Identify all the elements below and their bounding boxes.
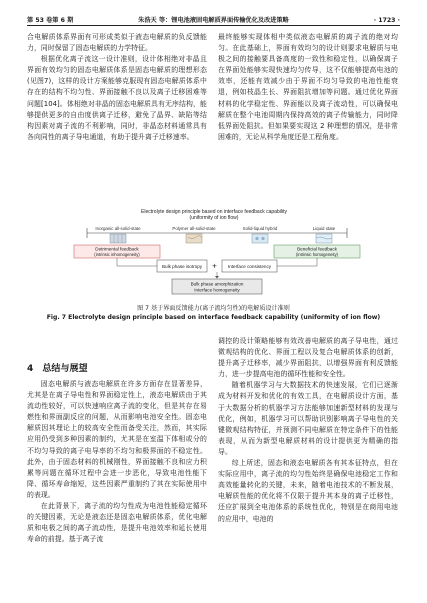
detrimental-label: Detrimental feedback <box>95 246 139 252</box>
left-column-bottom <box>27 363 207 545</box>
bulk-isotropy-label: Bulk phase isotropy <box>161 263 203 269</box>
arrow-head <box>215 276 219 279</box>
beneficial-sublabel: (intrinsic homogeneity) <box>295 252 339 257</box>
arrow-left <box>117 258 157 266</box>
paragraph: 最终能够实现体相中类似液态电解质的离子流的绝对均匀。在此基础上，界面有效均匀的设计则要求电解质与电极之间的接触要具备高度的一致性和稳定性，以确保离子在界面处能够实现快速均匀传导，这不仅能够提高电池的效率，还能有效减少由于界面不均匀导致的电池性能衰退，例如枝晶生长、界面阻抗增加等问题。通过优化界面材料的化学稳定性、界面能以及离子流动性，可以确保电解质在整个电池周期内保持高效的离子传输能力，同时降低界面处阻抗。但如果要实现这 2 种理想的情况，是非常困难的，无论从科学角度还是工程角度。 <box>218 33 398 141</box>
interface-consistency-label: Interface consistency <box>227 263 272 269</box>
stage-hybrid: Solid-liquid hybrid <box>242 226 278 231</box>
paragraph: 调控的设计策略能够有效改善电解质的离子导电性，通过微观结构的优化、界面工程以及复合电解质体系的创新，提升离子迁移率，减少界面阻抗，以增强界面有利反馈能力，进一步提高电池的循环性能和安全性。 <box>218 337 398 379</box>
stage-liquid: Liquid state <box>312 226 336 231</box>
left-column-top <box>27 32 207 143</box>
paragraph: 合电解质体系界面有可形成类似于液态电解质的负反馈能力，同时保留了固态电解质的力学特征。 <box>27 33 207 53</box>
figure-7-diagram <box>62 207 367 295</box>
hybrid-icon <box>252 234 268 243</box>
section-heading <box>27 363 207 375</box>
section-title: 总结与展望 <box>42 364 88 374</box>
right-column-top <box>218 32 398 143</box>
arrow-right <box>277 258 317 266</box>
plus-sign: + <box>212 261 217 271</box>
stage-polymer: Polymer all-solid-state <box>172 226 216 231</box>
figure-title-line1: Electrolyte design principle based on interface feedback capability <box>141 209 287 215</box>
paragraph: 根据优化离子流这一设计准则，设计体相绝对非晶且界面有效均匀的固态电解质体系是固态电解质的理想形态(见图7)，这样的设计方案能够克服现有固态电解质体系中存在的结构不均匀性、界面接触不良以及离子迁移困难等问题[104]。体相绝对非晶的固态电解质具有无序结构，能够提供更多的自由度供离子迁移，避免了晶界、缺陷等结构因素对离子流的不利影响，同时，非晶态材料通常具有各向同性的离子导电通道，有助于提升离子迁移速率。 <box>27 55 207 141</box>
result-line1: Bulk phase amorphization <box>190 281 244 287</box>
figure-caption-en: Fig. 7 Electrolyte design principle based on interface feedback capability (uniformity of ion flow) <box>46 314 381 321</box>
running-header <box>27 11 400 24</box>
header-rule <box>27 25 400 26</box>
section-number: 4 <box>27 364 34 374</box>
paragraph: 固态电解质与液态电解质在许多方面存在显著差异，尤其是在离子导电性和界面稳定性上，液态电解质由于其流动性较好，可以快速响应离子流的变化，但是其存在易燃性和界面副反应的问题，从而影响电池安全性。固态电解质因其理论上的较高安全性而备受关注，然而，其实际应用仍受到多种因素的制约，尤其是在室温下体相或分的不均匀导致的离子电导率的不均匀和极界面的不稳定性。此外，由于固态材料的机械刚性，界面接触不良和应力积累等问题在循环过程中会进一步恶化，导致电池性能下降、循环寿命缩短，这些因素严重制约了其在实际使用中的表现。 <box>27 380 207 499</box>
detrimental-sublabel: (intrinsic inhomogeneity) <box>94 252 140 257</box>
paragraph: 随着机器学习与大数据技术的快速发展，它们已逐渐成为材料开发和优化的有效工具，在电解质设计方面，基于大数据分析的机器学习方法能够加速新型材料的发现与优化，例如，机器学习可以帮助识别影响离子导电性的关键微观结构特征，并预测不同电解质在特定条件下的性能表现，从而为新型电解质材料的设计提供更为精确的指导。 <box>218 381 398 456</box>
figure-title-line2: (uniformity of ion flow) <box>189 215 239 221</box>
header-page-number: · 1723 · <box>373 17 400 24</box>
stage-inorganic: Inorganic all-solid-state <box>95 226 141 231</box>
liquid-icon <box>316 234 332 243</box>
beneficial-label: Beneficial feedback <box>297 246 337 252</box>
inorganic-icon <box>110 234 126 243</box>
header-volume: 第 53 卷第 6 期 <box>27 17 74 24</box>
polymer-icon <box>186 234 202 243</box>
figure-caption-cn: 图 7 基于界面反馈能力(离子流均匀性)的电解质设计准则 <box>137 305 290 312</box>
figure-7 <box>62 207 367 295</box>
right-column-bottom <box>218 336 398 525</box>
result-line2: Interface homogeneity <box>194 287 240 293</box>
paragraph: 综上所述，固态和液态电解质各有其本征特点，但在实际应用中，离子流的均匀性始终是确保电池稳定工作和高效能量转化的关键，未来，随着电池技术的不断发展，电解质性能的优化将不仅限于提升其本身的离子迁移性，还应扩展到全电池体系的系统性优化，特别是在商用电池的应用中，电池的 <box>218 459 398 523</box>
header-title: 朱浩天 等：锂电池液固电解质界面传输优化及改进策略 <box>138 17 289 24</box>
paragraph: 在此背景下，离子流的均匀性成为电池性能稳定循环的关键因素，无论是液态还是固态电解质体系，优化电解质和电极之间的离子流动性，是提升电池效率和延长使用寿命的前提。基于离子流 <box>27 502 207 544</box>
